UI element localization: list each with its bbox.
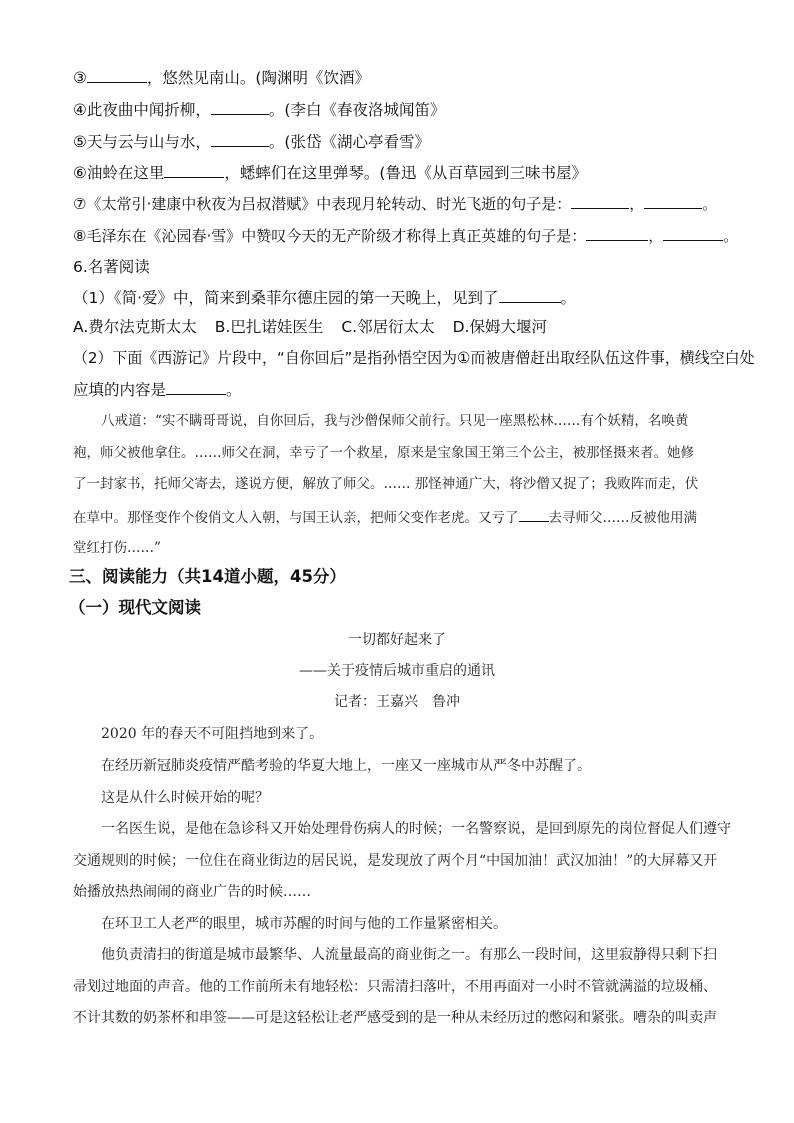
subsection-heading: （一）现代文阅读 <box>69 598 201 617</box>
excerpt-line: 八戒道：“实不瞒哥哥说，自你回后，我与沙僧保师父前行。只见一座黑松林……有个妖精，名唤黄 <box>101 413 689 429</box>
article-reporters: 记者：王嘉兴 鲁冲 <box>334 694 460 710</box>
answer-blank[interactable] <box>211 98 269 115</box>
answer-blank[interactable] <box>519 505 549 522</box>
classics-question-2-line-2: 应填的内容是 。 <box>73 378 242 401</box>
question-line-5: ⑤天与云与山与水， 。(张岱《湖心亭看雪》 <box>73 130 430 153</box>
option-d[interactable]: D.保姆大堰河 <box>452 318 547 336</box>
answer-blank[interactable] <box>164 161 224 178</box>
classics-question-2-line-1: （2）下面《西游记》片段中，“自你回后”是指孙悟空因为①而被唐僧赶出取经队伍这件事，横线空白处 <box>73 349 755 367</box>
article-title: 一切都好起来了 <box>348 632 446 648</box>
excerpt-line: 堂红打伤……” <box>73 540 161 556</box>
excerpt-line: 在草中。那怪变作个俊俏文人入朝，与国王认亲，把师父变作老虎。又亏了 去寻师父……反被他用满 <box>73 505 697 529</box>
article-paragraph: 交通规则的时候；一位住在商业街边的居民说，是发现放了两个月“中国加油！武汉加油！”的大屏幕又开 <box>73 853 718 869</box>
answer-blank[interactable] <box>211 130 269 147</box>
answer-blank[interactable] <box>586 224 648 241</box>
question-line-4: ④此夜曲中闻折柳， 。(李白《春夜洛城闻笛》 <box>73 98 445 121</box>
article-paragraph: 他负责清扫的街道是城市最繁华、人流量最高的商业街之一。有那么一段时间，这里寂静得只剩下扫 <box>101 947 717 963</box>
section-heading: 三、阅读能力（共14道小题，45分） <box>69 567 346 586</box>
article-paragraph: 不计其数的奶茶杯和串签——可是这轻松让老严感受到的是一种从未经历过的憋闷和紧张。嘈杂的叫卖声 <box>73 1010 717 1026</box>
article-paragraph: 帚划过地面的声音。他的工作前所未有地轻松：只需清扫落叶，不用再面对一小时不管就满溢的垃圾桶、 <box>73 979 717 995</box>
answer-blank[interactable] <box>87 66 147 83</box>
answer-blank[interactable] <box>571 192 629 209</box>
question-line-3: ③ ，悠然见南山。(陶渊明《饮酒》 <box>73 66 370 89</box>
answer-blank[interactable] <box>663 224 723 241</box>
option-b[interactable]: B.巴扎诺娃医生 <box>214 318 324 336</box>
answer-blank[interactable] <box>644 192 702 209</box>
article-paragraph: 在经历新冠肺炎疫情严酷考验的华夏大地上，一座又一座城市从严冬中苏醒了。 <box>101 758 591 774</box>
question-line-8: ⑧毛泽东在《沁园春·雪》中赞叹今天的无产阶级才称得上真正英雄的句子是： ， 。 <box>73 224 738 247</box>
question-line-6: ⑥油蛉在这里 ，蟋蟀们在这里弹琴。(鲁迅《从百草园到三味书屋》 <box>73 161 587 184</box>
classics-options <box>73 316 547 338</box>
question-line-7: ⑦《太常引·建康中秋夜为吕叔潜赋》中表现月轮转动、时光飞逝的句子是： ， 。 <box>73 192 717 215</box>
answer-blank[interactable] <box>499 286 561 303</box>
excerpt-line: 袍，师父被他拿住。……师父在洞，幸亏了一个救星，原来是宝象国王第三个公主，被那怪摄来者。她修 <box>73 445 694 461</box>
article-subtitle: ——关于疫情后城市重启的通讯 <box>299 663 495 679</box>
classics-question-1: （1）《简·爱》中，简来到桑菲尔德庄园的第一天晚上，见到了 。 <box>73 286 576 309</box>
excerpt-line: 了一封家书，托师父寄去，遂说方便，解放了师父。…… 那怪神通广大，将沙僧又捉了；我败阵而走，伏 <box>73 476 699 492</box>
answer-blank[interactable] <box>166 378 226 395</box>
option-a[interactable]: A.费尔法克斯太太 <box>73 318 197 336</box>
article-paragraph: 2020 年的春天不可阻挡地到来了。 <box>101 726 324 742</box>
article-paragraph: 始播放热热闹闹的商业广告的时候…… <box>73 884 311 900</box>
option-c[interactable]: C.邻居衍太太 <box>341 318 435 336</box>
article-paragraph: 这是从什么时候开始的呢？ <box>101 790 269 806</box>
article-paragraph: 一名医生说，是他在急诊科又开始处理骨伤病人的时候；一名警察说，是回到原先的岗位督促人们遵守 <box>101 821 731 837</box>
classics-heading: 6.名著阅读 <box>73 258 150 276</box>
article-paragraph: 在环卫工人老严的眼里，城市苏醒的时间与他的工作量紧密相关。 <box>101 916 507 932</box>
